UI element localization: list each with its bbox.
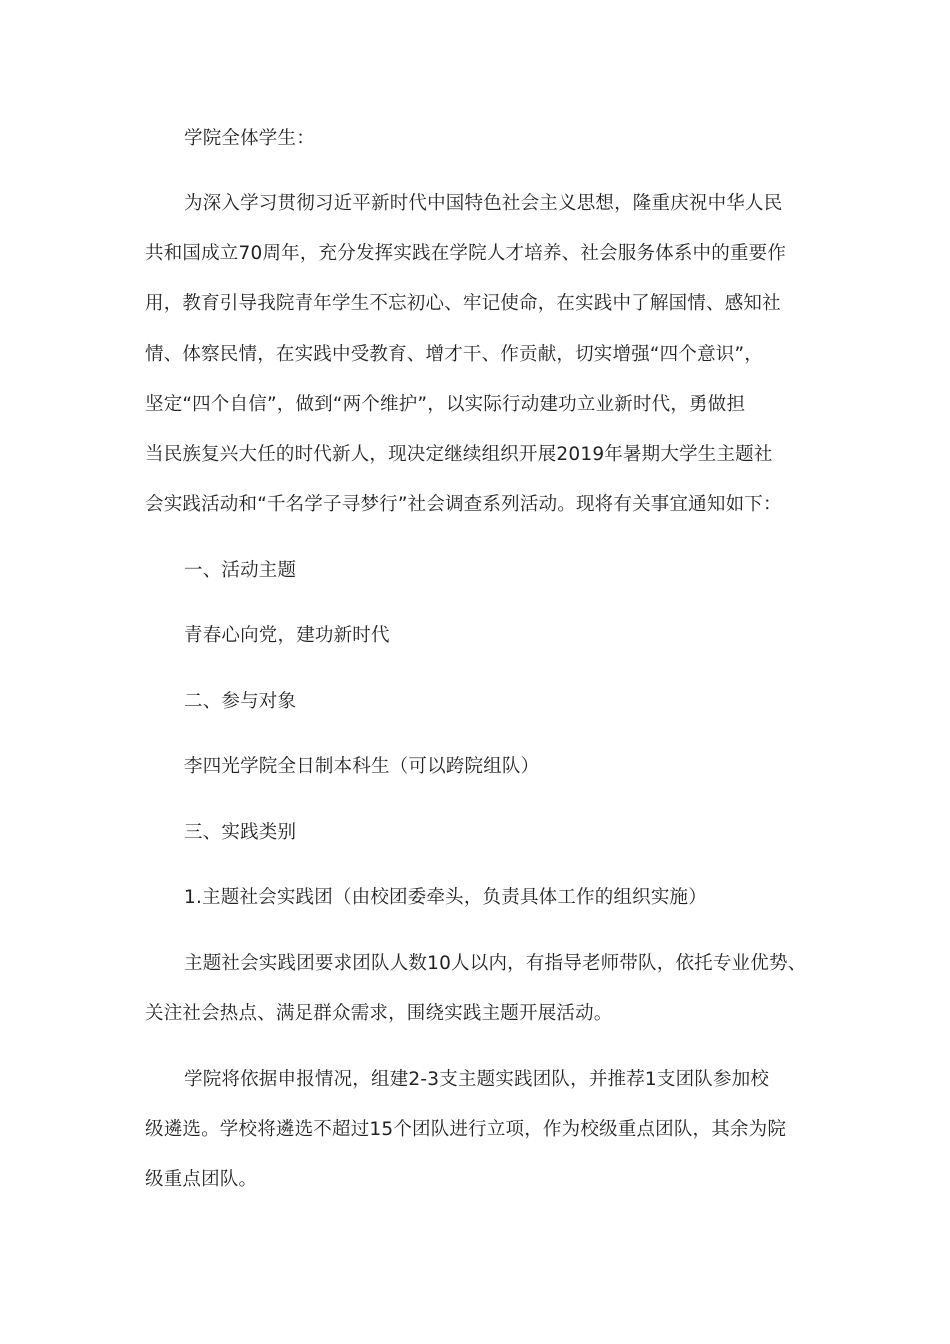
selection-para-line-2: 级遴选。学校将遴选不超过15个团队进行立项，作为校级重点团队，其余为院 — [145, 1119, 787, 1140]
section3-item1: 1.主题社会实践团（由校团委牵头，负责具体工作的组织实施） — [184, 887, 707, 908]
section1-text: 青春心向党，建功新时代 — [184, 625, 390, 646]
intro-line-6: 当民族复兴大任的时代新人，现决定继续组织开展2019年暑期大学生主题社 — [145, 444, 773, 465]
selection-para-line-3: 级重点团队。 — [145, 1169, 258, 1190]
salutation: 学院全体学生： — [184, 128, 315, 149]
intro-line-2: 共和国成立70周年，充分发挥实践在学院人才培养、社会服务体系中的重要作 — [145, 243, 787, 264]
team-para-line-2: 关注社会热点、满足群众需求，围绕实践主题开展活动。 — [145, 1003, 613, 1024]
section2-heading: 二、参与对象 — [184, 691, 297, 712]
section3-heading: 三、实践类别 — [184, 822, 297, 843]
selection-para-line-1: 学院将依据申报情况，组建2-3支主题实践团队，并推荐1支团队参加校 — [184, 1069, 770, 1090]
section2-text: 李四光学院全日制本科生（可以跨院组队） — [184, 756, 540, 777]
section1-heading: 一、活动主题 — [184, 560, 297, 581]
intro-line-5: 坚定“四个自信”，做到“两个维护”，以实际行动建功立业新时代，勇做担 — [145, 394, 746, 415]
intro-line-4: 情、体察民情，在实践中受教育、增才干、作贡献，切实增强“四个意识”， — [145, 344, 763, 365]
team-para-line-1: 主题社会实践团要求团队人数10人以内，有指导老师带队，依托专业优势、 — [184, 953, 807, 974]
intro-line-1: 为深入学习贯彻习近平新时代中国特色社会主义思想，隆重庆祝中华人民 — [184, 193, 783, 214]
intro-line-7: 会实践活动和“千名学子寻梦行”社会调查系列活动。现将有关事宜通知如下： — [145, 494, 782, 515]
intro-line-3: 用，教育引导我院青年学生不忘初心、牢记使命，在实践中了解国情、感知社 — [145, 293, 781, 314]
